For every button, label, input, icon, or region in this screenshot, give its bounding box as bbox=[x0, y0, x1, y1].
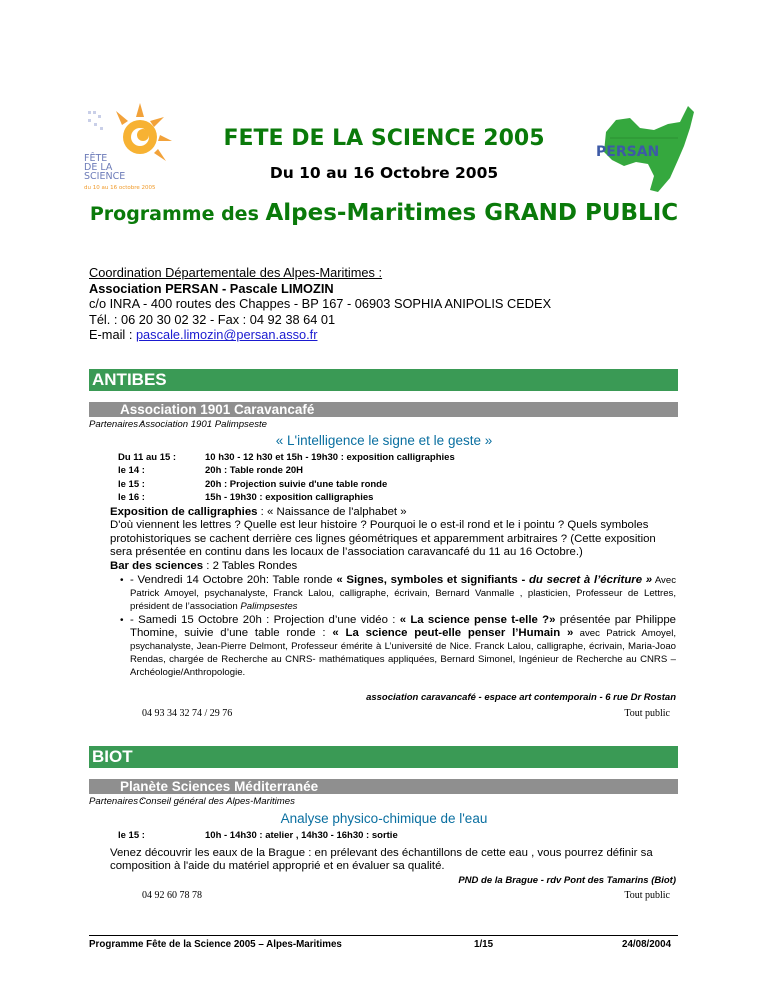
bullet-icon: • bbox=[120, 575, 124, 586]
partners-antibes bbox=[89, 419, 267, 430]
schedule-day: le 16 : bbox=[118, 491, 145, 503]
event-title-antibes: « L'intelligence le signe et le geste » bbox=[275, 433, 493, 448]
phone-biot: 04 92 60 78 78 bbox=[142, 890, 202, 901]
biot-description: Venez découvrir les eaux de la Brague : en prélevant des échantillons de cette eau , vous pourrez définir sa composition à l'aide du matériel approprié et en évaluer sa qualité. bbox=[110, 847, 653, 873]
schedule-day: le 15 : bbox=[118, 478, 145, 490]
bullet-item-1 bbox=[130, 574, 676, 613]
event-title-biot: Analyse physico-chimique de l'eau bbox=[280, 811, 488, 826]
partners-label: Partenaires : bbox=[89, 796, 144, 807]
partners-value: Conseil général des Alpes-Maritimes bbox=[139, 796, 295, 807]
bar-sciences-line bbox=[110, 560, 676, 573]
schedule-text: 15h - 19h30 : exposition calligraphies bbox=[205, 491, 374, 503]
schedule-days bbox=[118, 451, 176, 504]
bullet-icon: • bbox=[120, 615, 124, 626]
bullet1-guests: Avec Patrick Amoyel, psychanalyste, Franck Lalou, calligraphe, écrivain, Bernard Vanmalle , plasticien, Professeur de Lettres, président de l’association bbox=[130, 575, 676, 612]
bullet2-text: - Samedi 15 Octobre 20h : Projection d’une vidéo : bbox=[130, 614, 400, 626]
bar-label: Bar des sciences bbox=[110, 560, 204, 572]
expo-text: D'où viennent les lettres ? Quelle est leur histoire ? Pourquoi le o est-il rond et le i pointu ? Quels symboles protohistoriques se cachent derrière ces lignes géométriques et apparemment arbitraires ? (Cette exposition sera présentée en continu dans les locaux de l’association caravancafé du 11 au 16 Octobre.) bbox=[110, 519, 656, 559]
persan-logo-text: PERSAN bbox=[596, 144, 660, 160]
city-header-biot: BIOT bbox=[89, 746, 678, 768]
schedule-text-biot: 10h - 14h30 : atelier , 14h30 - 16h30 : sortie bbox=[205, 830, 398, 841]
logo-text-2: DE LA bbox=[84, 162, 113, 173]
coordination-association: Association PERSAN - Pascale LIMOZIN bbox=[89, 280, 334, 296]
partners-label: Partenaires : bbox=[89, 419, 144, 430]
audience-antibes: Tout public bbox=[624, 708, 670, 719]
phone-antibes: 04 93 34 32 74 / 29 76 bbox=[142, 708, 233, 719]
coordination-block bbox=[89, 265, 551, 343]
footer-divider bbox=[89, 935, 678, 936]
city-header-antibes: ANTIBES bbox=[89, 369, 678, 391]
schedule-text: 20h : Projection suivie d'une table ronde bbox=[205, 478, 388, 490]
bullet2-guests: avec Patrick Amoyel, psychanalyste, Jean-Pierre Delmont, Professeur émérite à L’université de Nice. Franck Lalou, calligraphe, écrivain, Maria-Joao Rendas, chargée de Recherche au CNRS- mathématiques appliquées, Bernard Simonel, Ingénieur de Recherche au CNRS – Archéologie/Anthropologie. bbox=[130, 628, 676, 678]
logo-text-1: FÊTE bbox=[84, 153, 108, 164]
audience-biot: Tout public bbox=[624, 890, 670, 901]
schedule-day-biot: le 15 : bbox=[118, 830, 145, 841]
coordination-phone: Tél. : 06 20 30 02 32 - Fax : 04 92 38 64 01 bbox=[89, 311, 336, 327]
coordination-heading: Coordination Départementale des Alpes-Maritimes : bbox=[89, 265, 383, 280]
bullet2-roundtable-title: « La science peut-elle penser l’Humain » bbox=[332, 627, 574, 639]
footer-page-number: 1/15 bbox=[474, 939, 494, 950]
expo-label: Exposition de calligraphies bbox=[110, 506, 258, 518]
schedule-text: 10 h30 - 12 h30 et 15h - 19h30 : exposition calligraphies bbox=[205, 452, 455, 463]
partners-value: Association 1901 Palimpseste bbox=[139, 419, 267, 430]
bar-text: : 2 Tables Rondes bbox=[203, 560, 298, 572]
logo-text-4: du 10 au 16 octobre 2005 bbox=[84, 185, 156, 191]
email-link[interactable]: pascale.limozin@persan.asso.fr bbox=[135, 327, 318, 343]
email-label: E-mail : bbox=[89, 327, 136, 343]
org-header-caravancafe: Association 1901 Caravancafé bbox=[89, 402, 678, 417]
logo-text-3: SCIENCE bbox=[84, 171, 126, 182]
schedule-day: Du 11 au 15 : bbox=[118, 452, 177, 463]
expo-paragraph bbox=[110, 506, 676, 560]
bullet2-video-title: « La science pense t-elle ?» bbox=[399, 614, 556, 626]
event-dates: Du 10 au 16 Octobre 2005 bbox=[269, 164, 499, 182]
program-title bbox=[0, 200, 768, 226]
coordination-address: c/o INRA - 400 routes des Chappes - BP 167 - 06903 SOPHIA ANIPOLIS CEDEX bbox=[89, 296, 552, 312]
expo-title: : « Naissance de l'alphabet » bbox=[257, 506, 407, 518]
schedule-text: 20h : Table ronde 20H bbox=[205, 465, 304, 477]
page-title: FETE DE LA SCIENCE 2005 bbox=[223, 126, 545, 151]
program-main: Alpes-Maritimes GRAND PUBLIC bbox=[265, 200, 679, 226]
footer-title: Programme Fête de la Science 2005 – Alpes-Maritimes bbox=[89, 939, 342, 950]
bullet1-assoc: Palimpsestes bbox=[240, 601, 298, 612]
bullet1-subtitle: du secret à l’écriture » bbox=[528, 574, 653, 586]
org-header-planete-sciences: Planète Sciences Méditerranée bbox=[89, 779, 678, 794]
schedule-times bbox=[205, 451, 455, 504]
footer-date: 24/08/2004 bbox=[622, 939, 672, 950]
program-prefix: Programme des bbox=[89, 203, 266, 225]
coordination-email-line bbox=[89, 327, 551, 343]
venue-biot: PND de la Brague - rdv Pont des Tamarins (Biot) bbox=[458, 875, 676, 886]
venue-antibes: association caravancafé - espace art contemporain - 6 rue Dr Rostan bbox=[366, 692, 676, 703]
bullet1-title: « Signes, symboles et signifiants - bbox=[336, 574, 529, 586]
bullet2-presented: présentée par Philippe Thomine, suivie d’une table ronde : bbox=[130, 614, 676, 639]
schedule-day: le 14 : bbox=[118, 465, 145, 477]
bullet1-text: - Vendredi 14 Octobre 20h: Table ronde bbox=[130, 574, 337, 586]
partners-biot bbox=[89, 796, 295, 807]
bullet-item-2 bbox=[130, 614, 676, 679]
